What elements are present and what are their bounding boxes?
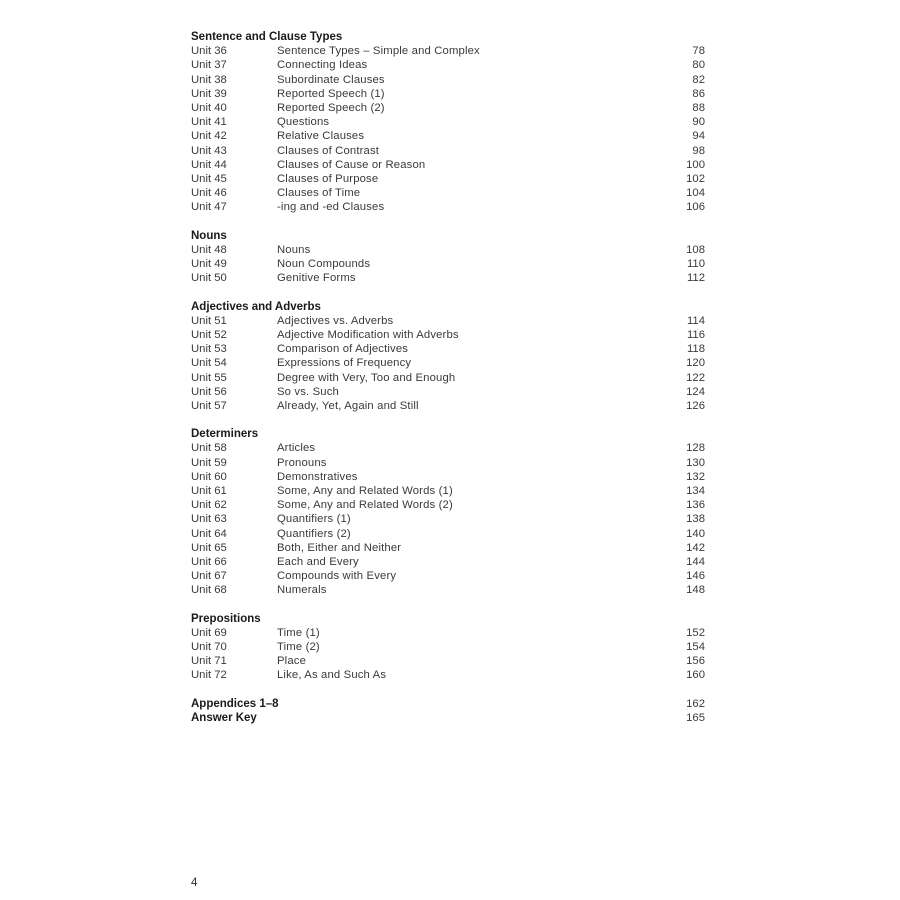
unit-label: Unit 69 <box>191 626 227 639</box>
entry-title: Numerals <box>277 584 327 597</box>
section-title: Prepositions <box>191 612 261 625</box>
toc-entry <box>191 583 707 597</box>
entry-title: Reported Speech (1) <box>277 87 385 100</box>
unit-label: Unit 53 <box>191 343 227 356</box>
page-ref: 142 <box>686 541 705 554</box>
toc-entry <box>191 654 707 668</box>
page-ref: 116 <box>686 328 705 341</box>
entry-title: Reported Speech (2) <box>277 101 385 114</box>
toc-entry <box>191 129 707 143</box>
entry-title: Relative Clauses <box>277 130 365 143</box>
entry-title: Pronouns <box>277 456 327 469</box>
page-number: 4 <box>191 877 198 889</box>
unit-label: Unit 48 <box>191 243 227 256</box>
toc-entry <box>191 668 707 682</box>
entry-title: Demonstratives <box>277 470 358 483</box>
toc-entry <box>191 527 707 541</box>
toc-entry <box>191 73 707 87</box>
unit-label: Unit 62 <box>191 499 227 512</box>
unit-label: Unit 41 <box>191 116 227 129</box>
entry-title: Clauses of Time <box>277 187 361 200</box>
page-ref: 82 <box>692 73 705 86</box>
entry-title: Time (1) <box>277 626 320 639</box>
entry-title: Genitive Forms <box>277 272 356 285</box>
entry-title: Noun Compounds <box>277 258 371 270</box>
toc-entry <box>191 399 707 413</box>
toc-entry <box>191 441 707 455</box>
unit-label: Unit 50 <box>191 272 227 285</box>
page-ref: 94 <box>692 130 705 143</box>
unit-label: Unit 56 <box>191 385 227 398</box>
unit-label: Unit 64 <box>191 527 227 540</box>
entry-title: Each and Every <box>277 555 359 568</box>
toc-section-prepositions <box>191 612 707 683</box>
entry-title: Quantifiers (1) <box>277 513 351 526</box>
toc-entry <box>191 484 707 498</box>
page-ref: 108 <box>686 243 705 256</box>
page-ref: 138 <box>686 513 705 526</box>
page-ref: 160 <box>686 669 705 682</box>
table-of-contents <box>191 30 707 725</box>
page-ref: 144 <box>686 555 705 568</box>
toc-entry <box>191 626 707 640</box>
unit-label: Unit 52 <box>191 328 227 341</box>
unit-label: Unit 67 <box>191 570 227 583</box>
toc-entry <box>191 44 707 58</box>
toc-section-determiners <box>191 427 707 597</box>
unit-label: Unit 57 <box>191 399 227 412</box>
toc-entry <box>191 87 707 101</box>
page-ref: 102 <box>686 172 705 185</box>
unit-label: Unit 38 <box>191 73 227 86</box>
page-ref: 80 <box>692 59 705 72</box>
toc-entry <box>191 385 707 399</box>
unit-label: Unit 61 <box>191 485 227 497</box>
toc-entry-answer-key <box>191 711 707 725</box>
unit-label: Unit 58 <box>191 442 227 455</box>
section-title: Adjectives and Adverbs <box>191 300 321 313</box>
page-ref: 110 <box>686 258 705 270</box>
entry-title: Clauses of Purpose <box>277 172 379 185</box>
page-ref: 130 <box>686 456 705 469</box>
page-ref: 156 <box>686 655 705 668</box>
page-ref: 78 <box>692 45 705 58</box>
toc-entry <box>191 158 707 172</box>
page-ref: 98 <box>692 144 705 157</box>
toc-entry <box>191 271 707 285</box>
entry-title: Adjectives vs. Adverbs <box>277 314 394 327</box>
page-ref: 134 <box>686 485 705 497</box>
toc-back-matter <box>191 697 707 725</box>
unit-label: Unit 60 <box>191 470 227 483</box>
entry-title: Degree with Very, Too and Enough <box>277 371 456 384</box>
unit-label: Unit 39 <box>191 87 227 100</box>
entry-title: Expressions of Frequency <box>277 357 412 370</box>
page-ref: 146 <box>686 570 705 583</box>
unit-label: Unit 59 <box>191 456 227 469</box>
page-ref: 88 <box>692 101 705 114</box>
unit-label: Unit 54 <box>191 357 227 370</box>
toc-entry <box>191 314 707 328</box>
section-title: Sentence and Clause Types <box>191 31 343 43</box>
unit-label: Unit 55 <box>191 371 227 384</box>
entry-title: -ing and -ed Clauses <box>277 201 385 214</box>
section-title: Nouns <box>191 229 227 242</box>
entry-title: Place <box>277 655 307 668</box>
page-ref: 136 <box>686 499 705 512</box>
page-ref: 114 <box>686 314 705 327</box>
section-title: Determiners <box>191 428 259 441</box>
entry-title: Time (2) <box>277 641 320 654</box>
toc-entry <box>191 101 707 115</box>
toc-entry <box>191 144 707 158</box>
page-ref: 106 <box>686 201 705 214</box>
page-ref: 124 <box>686 385 705 398</box>
unit-label: Unit 37 <box>191 59 227 72</box>
page-ref: 132 <box>686 470 705 483</box>
toc-entry <box>191 569 707 583</box>
unit-label: Unit 43 <box>191 144 227 157</box>
unit-label: Unit 45 <box>191 172 227 185</box>
entry-title: Answer Key <box>191 712 257 724</box>
toc-section-sentence-clause-types <box>191 30 707 214</box>
unit-label: Unit 68 <box>191 584 227 597</box>
toc-entry <box>191 456 707 470</box>
entry-title: Already, Yet, Again and Still <box>277 399 419 412</box>
toc-entry <box>191 640 707 654</box>
unit-label: Unit 66 <box>191 555 227 568</box>
entry-title: Articles <box>277 442 316 455</box>
toc-entry <box>191 186 707 200</box>
toc-entry <box>191 58 707 72</box>
unit-label: Unit 63 <box>191 513 227 526</box>
entry-title: Clauses of Cause or Reason <box>277 158 426 171</box>
unit-label: Unit 72 <box>191 669 227 682</box>
unit-label: Unit 46 <box>191 187 227 200</box>
unit-label: Unit 51 <box>191 314 227 327</box>
page-ref: 112 <box>686 272 705 285</box>
entry-title: Appendices 1–8 <box>191 697 279 710</box>
toc-entry-appendices <box>191 697 707 711</box>
toc-entry <box>191 342 707 356</box>
page-ref: 148 <box>686 584 705 597</box>
page-ref: 100 <box>686 158 705 171</box>
unit-label: Unit 71 <box>191 655 227 668</box>
entry-title: Some, Any and Related Words (1) <box>277 485 453 497</box>
page-ref: 86 <box>692 87 705 100</box>
unit-label: Unit 40 <box>191 101 227 114</box>
page-ref: 162 <box>686 697 705 710</box>
page-ref: 128 <box>686 442 705 455</box>
entry-title: Sentence Types – Simple and Complex <box>277 45 480 58</box>
page-ref: 120 <box>686 357 705 370</box>
toc-entry <box>191 200 707 214</box>
toc-entry <box>191 328 707 342</box>
entry-title: Comparison of Adjectives <box>277 343 409 356</box>
entry-title: Adjective Modification with Adverbs <box>277 328 459 341</box>
toc-entry <box>191 512 707 526</box>
unit-label: Unit 47 <box>191 201 227 214</box>
unit-label: Unit 65 <box>191 541 227 554</box>
page-ref: 90 <box>692 116 705 129</box>
entry-title: Some, Any and Related Words (2) <box>277 499 453 512</box>
page-ref: 154 <box>686 641 705 654</box>
toc-entry <box>191 470 707 484</box>
unit-label: Unit 36 <box>191 45 227 58</box>
unit-label: Unit 70 <box>191 641 227 654</box>
entry-title: Subordinate Clauses <box>277 73 385 86</box>
entry-title: Like, As and Such As <box>277 669 387 682</box>
entry-title: Nouns <box>277 243 311 256</box>
toc-entry <box>191 257 707 271</box>
toc-entry <box>191 555 707 569</box>
entry-title: Both, Either and Neither <box>277 541 402 554</box>
entry-title: Clauses of Contrast <box>277 144 380 157</box>
entry-title: Connecting Ideas <box>277 59 368 72</box>
entry-title: Questions <box>277 116 330 129</box>
toc-section-adjectives-adverbs <box>191 300 707 414</box>
entry-title: Quantifiers (2) <box>277 527 351 540</box>
toc-entry <box>191 115 707 129</box>
page-ref: 122 <box>686 371 705 384</box>
entry-title: So vs. Such <box>277 385 339 398</box>
page-ref: 140 <box>686 527 705 540</box>
toc-entry <box>191 172 707 186</box>
toc-entry <box>191 371 707 385</box>
page-ref: 104 <box>686 187 705 200</box>
page-ref: 118 <box>686 343 705 356</box>
page-ref: 152 <box>686 626 705 639</box>
toc-entry <box>191 498 707 512</box>
toc-entry <box>191 356 707 370</box>
unit-label: Unit 42 <box>191 130 227 143</box>
toc-entry <box>191 541 707 555</box>
unit-label: Unit 49 <box>191 258 227 270</box>
page-ref: 126 <box>686 399 705 412</box>
entry-title: Compounds with Every <box>277 570 397 583</box>
page-ref: 165 <box>686 712 705 724</box>
toc-section-nouns <box>191 229 707 286</box>
toc-entry <box>191 243 707 257</box>
unit-label: Unit 44 <box>191 158 227 171</box>
